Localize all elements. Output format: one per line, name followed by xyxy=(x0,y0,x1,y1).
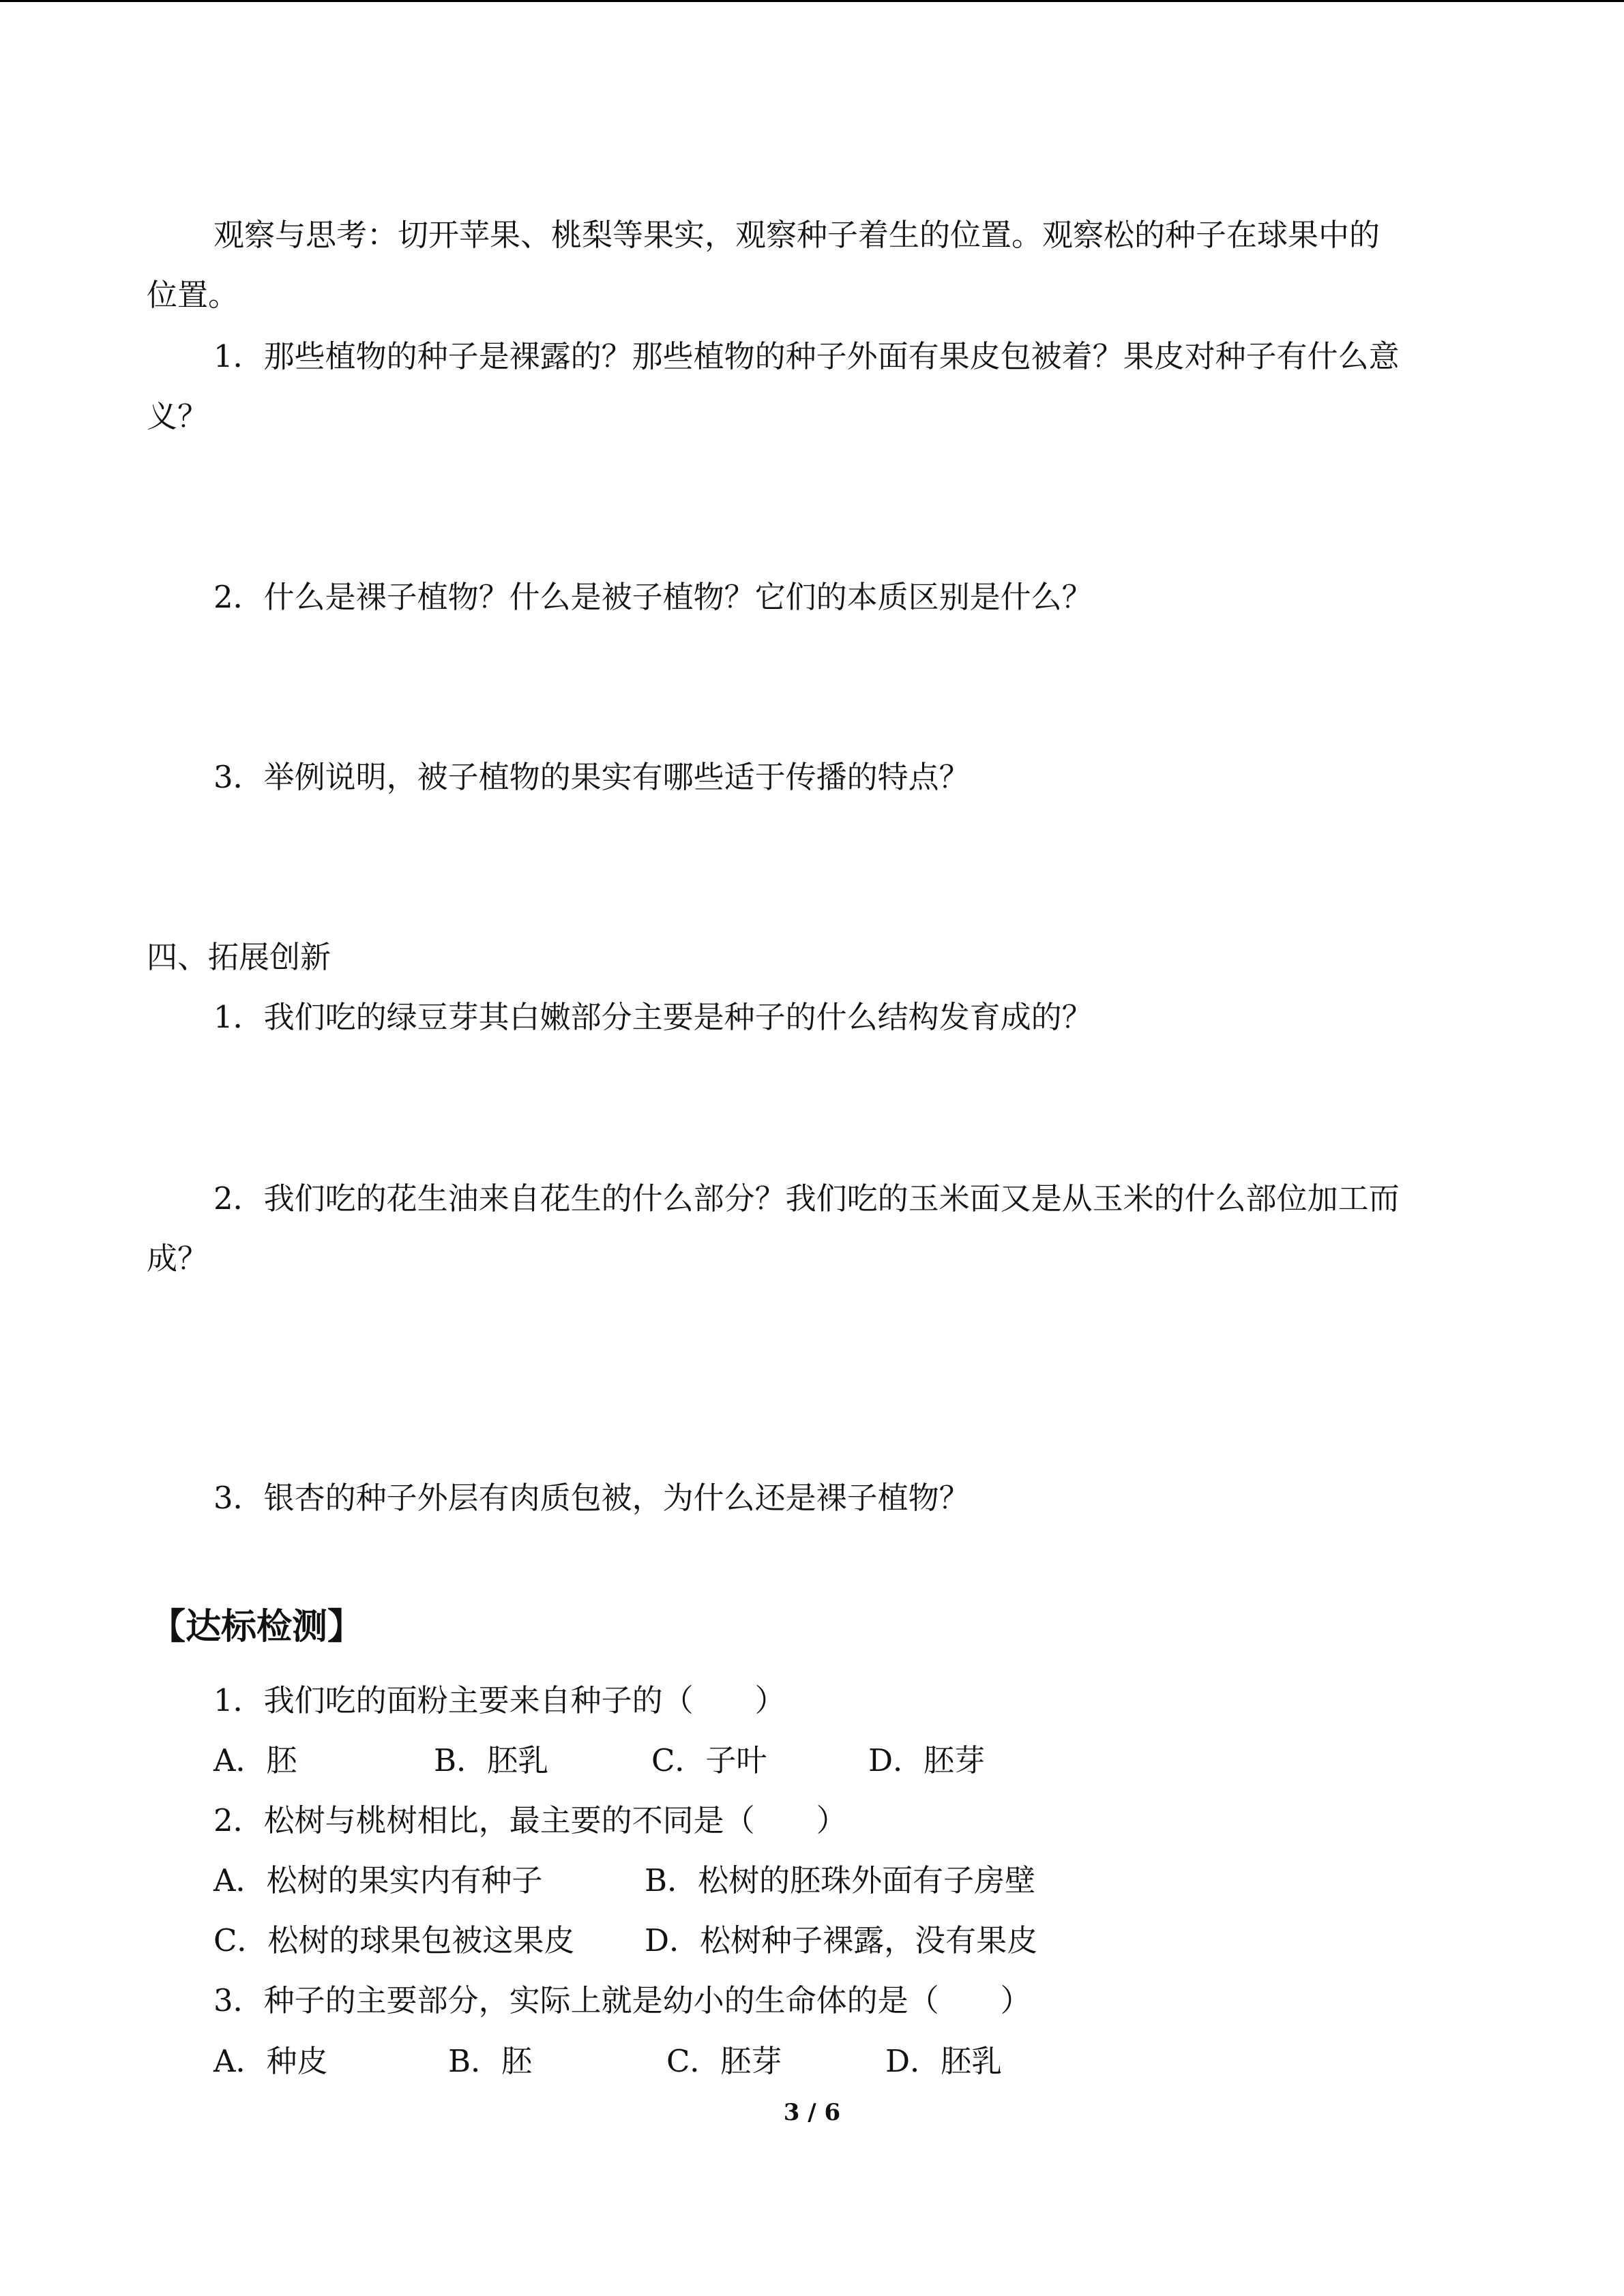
test-q2-option-d: D．松树种子裸露，没有果皮 xyxy=(645,1922,1038,1958)
test-q3-option-c: C．胚芽 xyxy=(666,2043,782,2079)
page-number: 3 / 6 xyxy=(783,2099,841,2126)
extension-question-2-line-1: 2．我们吃的花生油来自花生的什么部分？我们吃的玉米面又是从玉米的什么部位加工而 xyxy=(213,1180,1400,1217)
test-question-1-stem: 1．我们吃的面粉主要来自种子的（ ） xyxy=(213,1682,786,1718)
top-border-line xyxy=(0,0,1624,2)
test-q2-option-a: A．松树的果实内有种子 xyxy=(213,1862,543,1898)
extension-question-1: 1．我们吃的绿豆芽其白嫩部分主要是种子的什么结构发育成的？ xyxy=(213,999,1093,1035)
observe-question-3: 3．举例说明，被子植物的果实有哪些适于传播的特点？ xyxy=(213,759,970,795)
test-question-2-stem: 2．松树与桃树相比，最主要的不同是（ ） xyxy=(213,1802,847,1838)
observe-question-2: 2．什么是裸子植物？什么是被子植物？它们的本质区别是什么？ xyxy=(213,579,1093,615)
test-q2-option-c: C．松树的球果包被这果皮 xyxy=(213,1922,575,1958)
observe-question-1-line-1: 1．那些植物的种子是裸露的？那些植物的种子外面有果皮包被着？果皮对种子有什么意 xyxy=(213,338,1400,374)
extension-question-3: 3．银杏的种子外层有肉质包被，为什么还是裸子植物？ xyxy=(213,1480,970,1516)
test-q3-option-b: B．胚 xyxy=(448,2043,533,2079)
extension-question-2-line-2: 成？ xyxy=(147,1240,209,1277)
test-q1-option-d: D．胚芽 xyxy=(868,1742,986,1778)
intro-line-2: 位置。 xyxy=(147,277,239,313)
test-question-3-stem: 3．种子的主要部分，实际上就是幼小的生命体的是（ ） xyxy=(213,1982,1031,2018)
test-q2-option-b: B．松树的胚珠外面有子房壁 xyxy=(645,1862,1036,1898)
intro-line-1: 观察与思考：切开苹果、桃梨等果实，观察种子着生的位置。观察松的种子在球果中的 xyxy=(213,217,1381,253)
observe-question-1-line-2: 义？ xyxy=(147,398,209,434)
test-q1-option-a: A．胚 xyxy=(213,1742,297,1778)
test-q3-option-a: A．种皮 xyxy=(213,2043,328,2079)
test-q1-option-b: B．胚乳 xyxy=(434,1742,549,1778)
extension-heading: 四、拓展创新 xyxy=(147,939,331,975)
test-q1-option-c: C．子叶 xyxy=(651,1742,767,1778)
test-q3-option-d: D．胚乳 xyxy=(885,2043,1003,2079)
test-section-heading: 【达标检测】 xyxy=(150,1607,364,1648)
